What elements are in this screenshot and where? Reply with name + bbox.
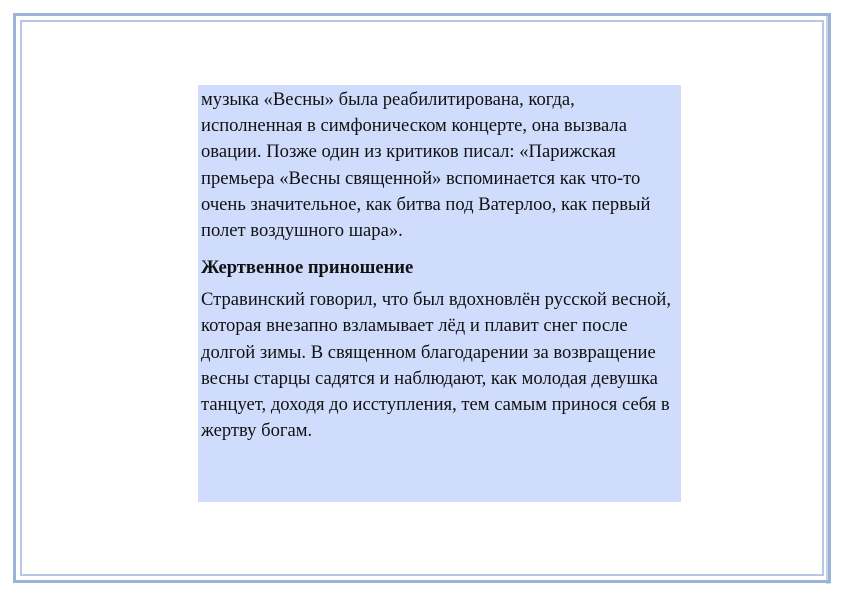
section-heading: Жертвенное приношение xyxy=(201,257,414,279)
text-block xyxy=(198,85,681,502)
paragraph-rehabilitation: музыка «Весны» была реабилитирована, когда, исполненная в симфоническом концерте, она вызвала овации. Позже один из критиков писал: «Парижская премьера «Весны священной» вспоминается как что-то очень значительное, как битва под Ватерлоо, как первый полет воздушного шара». xyxy=(201,89,651,242)
paragraph-sacrifice: Стравинский говорил, что был вдохновлён русской весной, которая внезапно взламывает лёд и плавит снег после долгой зимы. В священном благодарении за возвращение весны старцы садятся и наблюдают, как молодая девушка танцует, доходя до исступления, тем самым принося себя в жертву богам. xyxy=(201,289,672,442)
